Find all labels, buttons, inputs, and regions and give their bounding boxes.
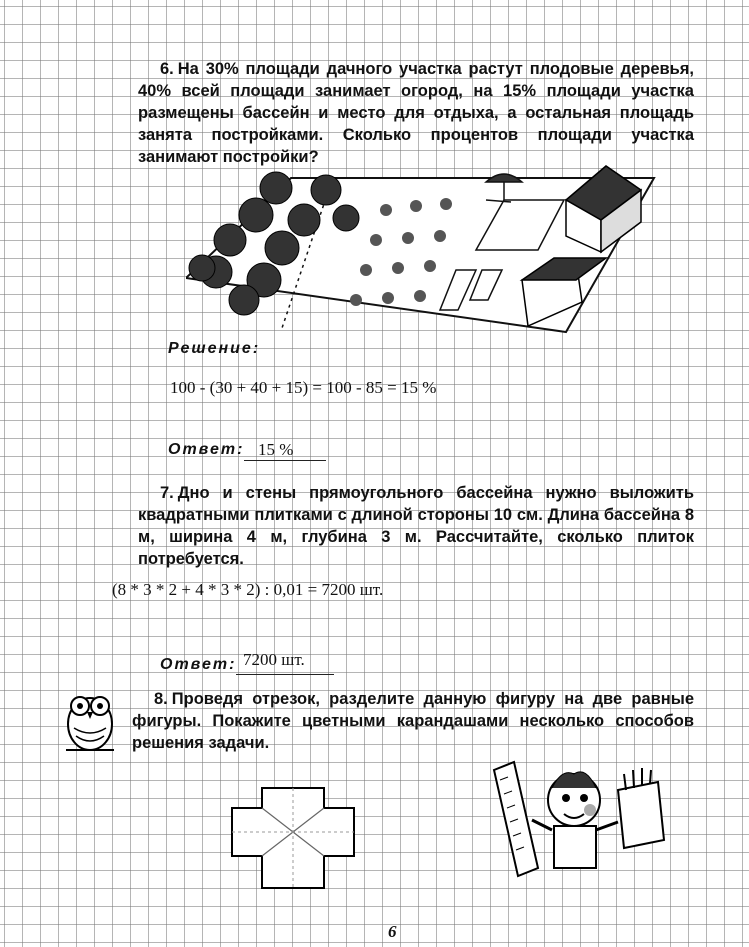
task-8 <box>132 688 694 754</box>
task-7-answer-line <box>236 674 334 675</box>
task-6-answer: 15 % <box>258 440 294 459</box>
task-7-answer: 7200 шт. <box>243 650 305 669</box>
task-7 <box>138 482 694 570</box>
task-6-answer-label: Ответ: <box>168 441 245 458</box>
solution-label: Решение: <box>168 340 261 357</box>
page-number: 6 <box>388 922 397 941</box>
task-6-text <box>138 58 694 168</box>
task-8-text <box>132 688 694 754</box>
task-6-solution: 100 - (30 + 40 + 15) = 100 - 85 = 15 % <box>170 378 437 397</box>
boy-illustration <box>492 760 672 880</box>
cross-figure <box>228 784 358 892</box>
task-7-answer-label: Ответ: <box>160 656 237 673</box>
task-6 <box>138 58 694 168</box>
task-7-body: Дно и стены прямоугольного бассейна нужно выложить квадратными плитками с длиной стороны 10 см. Длина бассейна 8 м, ширина 4 м, глубина 3 м. Рассчитайте, сколько плиток потребуется. <box>138 484 694 568</box>
task-8-body: Проведя отрезок, разделите данную фигуру на две равные фигуры. Покажите цветными карандашами несколько способов решения задачи. <box>132 690 694 752</box>
task-6-answer-line <box>244 460 326 461</box>
task-6-body: На 30% площади дачного участка растут плодовые деревья, 40% всей площади занимает огород, на 15% площади участка размещены бассейн и место для отдыха, а остальная площадь занята постройками. Сколько процентов площади участка занимают постройки? <box>138 60 694 166</box>
task-7-number: 7. <box>160 484 174 502</box>
task-8-number: 8. <box>154 690 168 708</box>
owl-icon <box>60 680 120 754</box>
garden-illustration <box>186 160 656 340</box>
task-7-solution: (8 * 3 * 2 + 4 * 3 * 2) : 0,01 = 7200 шт. <box>112 580 384 599</box>
task-6-number: 6. <box>160 60 174 78</box>
task-7-text <box>138 482 694 570</box>
